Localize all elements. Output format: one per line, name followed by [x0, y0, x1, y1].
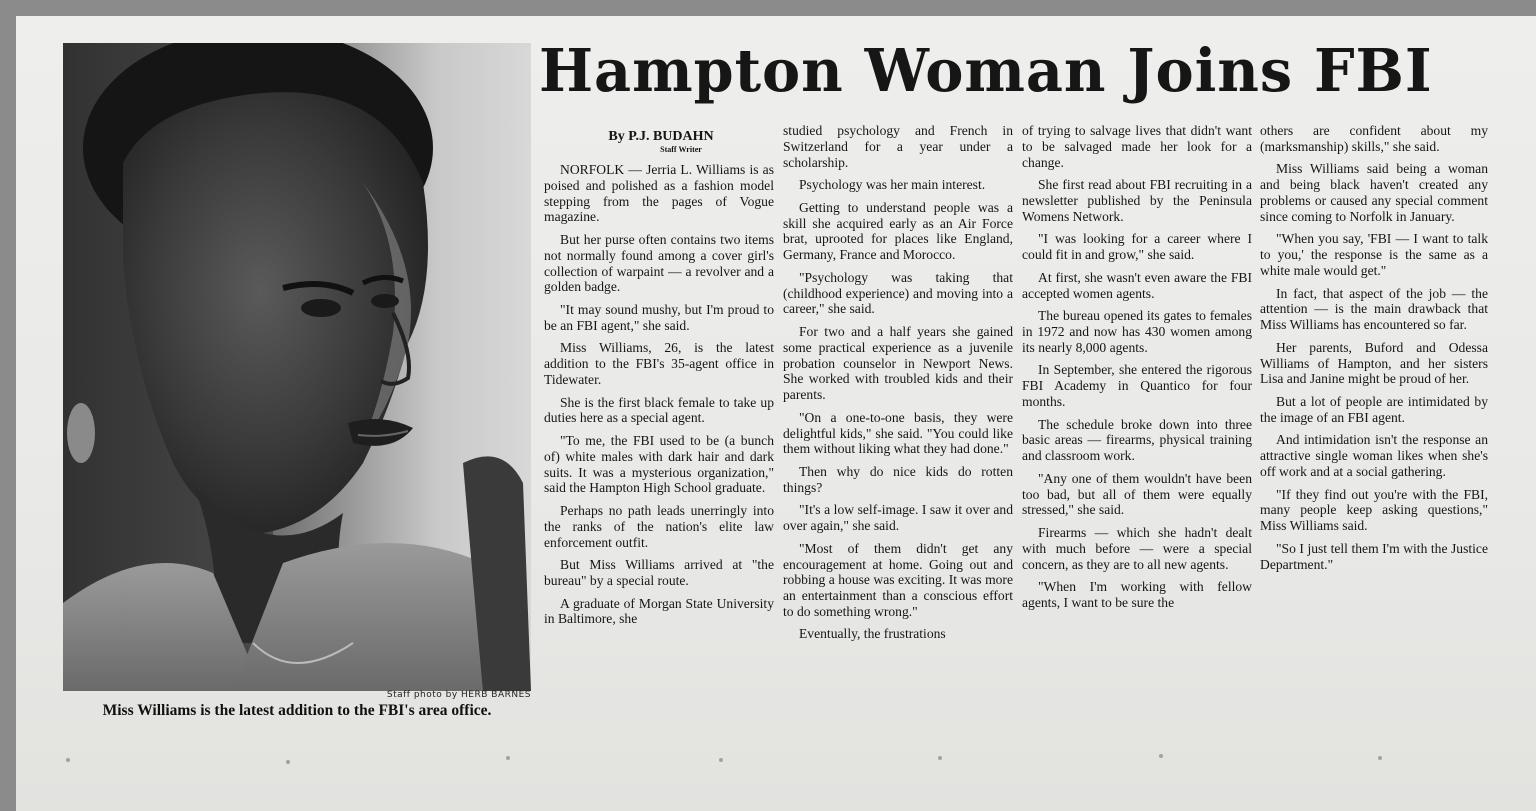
paragraph: Getting to understand people was a skill she acquired early as an Air Force brat, uprooted for places like England, Germany, France and Morocco.: [783, 199, 1013, 263]
article-column-1: [544, 162, 774, 730]
photo-caption: Miss Williams is the latest addition to the FBI's area office.: [102, 702, 492, 719]
paragraph: of trying to salvage lives that didn't want to be salvaged made her look for a change.: [1022, 123, 1252, 170]
paragraph: "Any one of them wouldn't have been too bad, but all of them were equally stressed," she said.: [1022, 470, 1252, 518]
paragraph: The schedule broke down into three basic areas — firearms, physical training and classroom work.: [1022, 416, 1252, 464]
article-column-4: [1260, 123, 1488, 730]
paragraph: "Psychology was taking that (childhood experience) and moving into a career," she said.: [783, 269, 1013, 317]
paper-speck: [1159, 754, 1163, 758]
paragraph: others are confident about my (marksmanship) skills," she said.: [1260, 123, 1488, 154]
paragraph: And intimidation isn't the response an attractive single woman likes when she's off work and at a social gathering.: [1260, 432, 1488, 479]
paper-speck: [286, 760, 290, 764]
paragraph: A graduate of Morgan State University in Baltimore, she: [544, 595, 774, 627]
paragraph: For two and a half years she gained some practical experience as a juvenile probation counselor in Newport News. She worked with troubled kids and their parents.: [783, 323, 1013, 403]
paragraph: In fact, that aspect of the job — the attention — is the main drawback that Miss Williams has encountered so far.: [1260, 285, 1488, 333]
newspaper-clipping: [16, 16, 1536, 811]
paragraph: "When I'm working with fellow agents, I want to be sure the: [1022, 579, 1252, 610]
paragraph: In September, she entered the rigorous FBI Academy in Quantico for four months.: [1022, 362, 1252, 409]
portrait-photo: [63, 43, 531, 691]
paragraph: "On a one-to-one basis, they were delightful kids," she said. "You could like them without liking what they had done.": [783, 409, 1013, 457]
paragraph: But her purse often contains two items not normally found among a cover girl's collection of warpaint — a revolver and a golden badge.: [544, 231, 774, 295]
paper-speck: [506, 756, 510, 760]
paragraph: "It's a low self-image. I saw it over and over again," she said.: [783, 502, 1013, 534]
paragraph: The bureau opened its gates to females in 1972 and now has 430 women among its nearly 8,000 agents.: [1022, 308, 1252, 355]
headline: Hampton Woman Joins FBI: [539, 36, 1433, 105]
paragraph: Perhaps no path leads unerringly into the ranks of the nation's elite law enforcement outfit.: [544, 502, 774, 550]
paper-speck: [1378, 756, 1382, 760]
paragraph: Her parents, Buford and Odessa Williams of Hampton, and her sisters Lisa and Janine might be proud of her.: [1260, 339, 1488, 387]
byline-name: By P.J. BUDAHN: [608, 129, 714, 144]
paragraph: "To me, the FBI used to be (a bunch of) white males with dark hair and dark suits. It was a mysterious organization," said the Hampton High School graduate.: [544, 432, 774, 496]
paper-speck: [66, 758, 70, 762]
paragraph: Eventually, the frustrations: [799, 626, 946, 642]
paragraph: "If they find out you're with the FBI, many people keep asking questions," Miss Williams said.: [1260, 486, 1488, 534]
byline-title: Staff Writer: [660, 145, 702, 154]
paragraph: NORFOLK — Jerria L. Williams is as poised and polished as a fashion model stepping from the pages of Vogue magazine.: [544, 162, 774, 225]
paragraph: "So I just tell them I'm with the Justice Department.": [1260, 540, 1488, 572]
paragraph: She first read about FBI recruiting in a newsletter published by the Peninsula Womens Network.: [1022, 177, 1252, 224]
paper-speck: [719, 758, 723, 762]
paragraph: "It may sound mushy, but I'm proud to be an FBI agent," she said.: [544, 301, 774, 333]
paragraph: Miss Williams, 26, is the latest addition to the FBI's 35-agent office in Tidewater.: [544, 340, 774, 387]
paragraph: But Miss Williams arrived at "the bureau" by a special route.: [544, 557, 774, 588]
paragraph: Firearms — which she hadn't dealt with much before — were a special concern, as they are to all new agents.: [1022, 524, 1252, 572]
paragraph: Miss Williams said being a woman and being black haven't created any problems or caused any special comment since coming to Norfolk in January.: [1260, 161, 1488, 224]
paragraph: But a lot of people are intimidated by the image of an FBI agent.: [1260, 393, 1488, 425]
paragraph: Then why do nice kids do rotten things?: [783, 463, 1013, 495]
byline: [546, 129, 776, 154]
article-column-3: [1022, 123, 1252, 730]
paragraph: She is the first black female to take up duties here as a special agent.: [544, 394, 774, 426]
paragraph: "When you say, 'FBI — I want to talk to you,' the response is the same as a white male would get.": [1260, 231, 1488, 278]
paragraph: Psychology was her main interest.: [799, 177, 986, 193]
paragraph: At first, she wasn't even aware the FBI accepted women agents.: [1022, 269, 1252, 301]
paragraph: "I was looking for a career where I could fit in and grow," she said.: [1022, 231, 1252, 263]
article-column-2: [783, 123, 1013, 730]
paragraph: studied psychology and French in Switzerland for a year under a scholarship.: [783, 123, 1013, 170]
paper-speck: [938, 756, 942, 760]
photo-credit: Staff photo by HERB BARNES: [386, 690, 531, 700]
paragraph: "Most of them didn't get any encouragement at home. Going out and robbing a house was exciting. It was more an entertainment than a conscious effort to do something wrong.": [783, 540, 1013, 619]
